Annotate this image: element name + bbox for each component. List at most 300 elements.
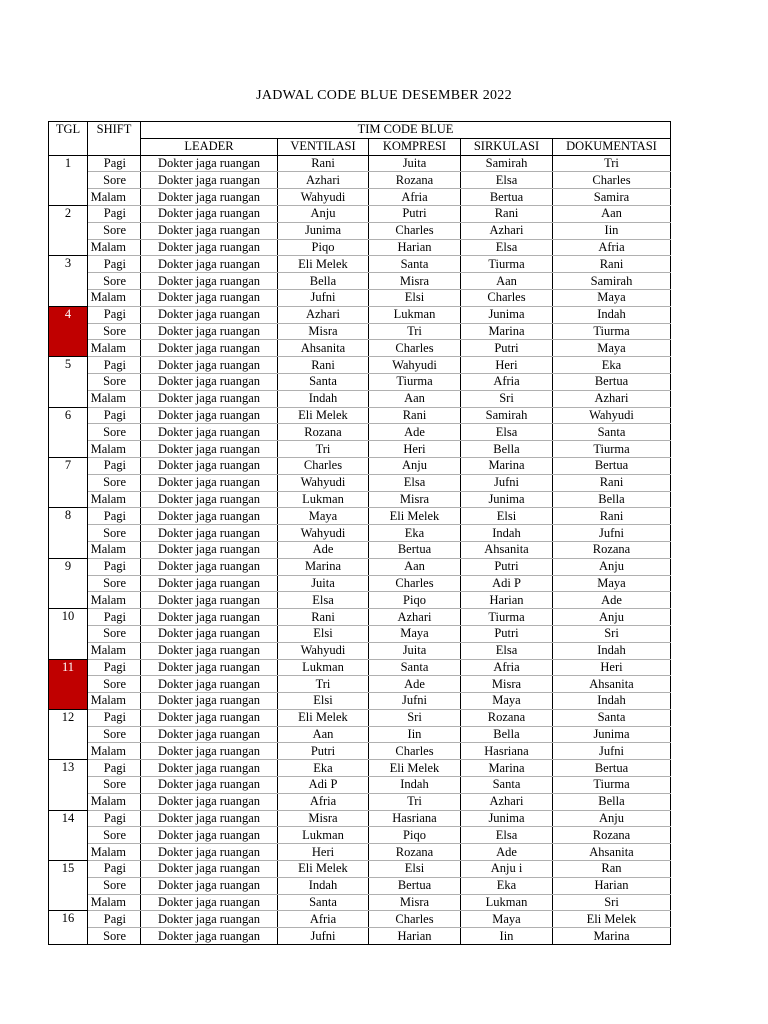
leader-cell: Dokter jaga ruangan: [141, 441, 278, 458]
kompresi-cell: Hasriana: [369, 810, 461, 827]
ventilasi-cell: Heri: [278, 844, 369, 861]
ventilasi-cell: Rani: [278, 609, 369, 626]
kompresi-cell: Santa: [369, 256, 461, 273]
shift-cell: Pagi: [88, 205, 141, 222]
sirkulasi-cell: Jufni: [461, 474, 553, 491]
shift-cell: Sore: [88, 373, 141, 390]
kompresi-cell: Bertua: [369, 877, 461, 894]
kompresi-cell: Rozana: [369, 844, 461, 861]
shift-cell: Pagi: [88, 810, 141, 827]
shift-cell: Sore: [88, 525, 141, 542]
kompresi-cell: Harian: [369, 239, 461, 256]
table-row: [49, 760, 671, 777]
leader-cell: Dokter jaga ruangan: [141, 306, 278, 323]
ventilasi-cell: Eli Melek: [278, 709, 369, 726]
dokumentasi-cell: Bella: [553, 793, 671, 810]
leader-cell: Dokter jaga ruangan: [141, 491, 278, 508]
kompresi-cell: Juita: [369, 642, 461, 659]
leader-cell: Dokter jaga ruangan: [141, 760, 278, 777]
sirkulasi-cell: Eka: [461, 877, 553, 894]
sirkulasi-cell: Santa: [461, 777, 553, 794]
shift-cell: Sore: [88, 877, 141, 894]
date-cell: 3: [49, 256, 88, 306]
shift-cell: Pagi: [88, 659, 141, 676]
table-row: [49, 390, 671, 407]
kompresi-cell: Eka: [369, 525, 461, 542]
leader-cell: Dokter jaga ruangan: [141, 222, 278, 239]
sirkulasi-cell: Charles: [461, 289, 553, 306]
dokumentasi-cell: Sri: [553, 625, 671, 642]
shift-cell: Malam: [88, 390, 141, 407]
date-cell: 8: [49, 508, 88, 558]
dokumentasi-cell: Aan: [553, 205, 671, 222]
ventilasi-cell: Elsa: [278, 592, 369, 609]
shift-cell: Pagi: [88, 709, 141, 726]
shift-cell: Pagi: [88, 760, 141, 777]
shift-cell: Malam: [88, 441, 141, 458]
sirkulasi-cell: Maya: [461, 693, 553, 710]
leader-cell: Dokter jaga ruangan: [141, 525, 278, 542]
table-row: [49, 911, 671, 928]
leader-cell: Dokter jaga ruangan: [141, 474, 278, 491]
sirkulasi-cell: Adi P: [461, 575, 553, 592]
kompresi-cell: Charles: [369, 340, 461, 357]
table-row: [49, 642, 671, 659]
date-cell: 6: [49, 407, 88, 457]
shift-cell: Sore: [88, 474, 141, 491]
kompresi-cell: Misra: [369, 273, 461, 290]
table-row: [49, 424, 671, 441]
kompresi-cell: Wahyudi: [369, 357, 461, 374]
sirkulasi-cell: Iin: [461, 928, 553, 945]
dokumentasi-cell: Indah: [553, 642, 671, 659]
shift-cell: Malam: [88, 844, 141, 861]
dokumentasi-cell: Jufni: [553, 525, 671, 542]
ventilasi-cell: Indah: [278, 877, 369, 894]
dokumentasi-cell: Junima: [553, 726, 671, 743]
sirkulasi-cell: Indah: [461, 525, 553, 542]
ventilasi-cell: Rani: [278, 155, 369, 172]
dokumentasi-cell: Maya: [553, 289, 671, 306]
ventilasi-cell: Maya: [278, 508, 369, 525]
ventilasi-cell: Elsi: [278, 693, 369, 710]
ventilasi-cell: Misra: [278, 810, 369, 827]
kompresi-cell: Piqo: [369, 592, 461, 609]
dokumentasi-cell: Anju: [553, 558, 671, 575]
table-row: [49, 877, 671, 894]
table-row: [49, 525, 671, 542]
ventilasi-cell: Ahsanita: [278, 340, 369, 357]
sirkulasi-cell: Marina: [461, 760, 553, 777]
table-row: [49, 474, 671, 491]
sirkulasi-cell: Afria: [461, 659, 553, 676]
kompresi-cell: Charles: [369, 743, 461, 760]
leader-cell: Dokter jaga ruangan: [141, 373, 278, 390]
leader-cell: Dokter jaga ruangan: [141, 592, 278, 609]
kompresi-cell: Maya: [369, 625, 461, 642]
kompresi-cell: Lukman: [369, 306, 461, 323]
leader-cell: Dokter jaga ruangan: [141, 625, 278, 642]
ventilasi-cell: Ade: [278, 541, 369, 558]
dokumentasi-cell: Charles: [553, 172, 671, 189]
table-row: [49, 508, 671, 525]
shift-cell: Pagi: [88, 861, 141, 878]
kompresi-cell: Elsa: [369, 474, 461, 491]
dokumentasi-cell: Bella: [553, 491, 671, 508]
dokumentasi-cell: Ade: [553, 592, 671, 609]
leader-cell: Dokter jaga ruangan: [141, 928, 278, 945]
ventilasi-cell: Wahyudi: [278, 189, 369, 206]
header-ventilasi: VENTILASI: [278, 138, 369, 155]
shift-cell: Sore: [88, 323, 141, 340]
date-cell: 15: [49, 861, 88, 911]
table-row: [49, 457, 671, 474]
kompresi-cell: Charles: [369, 222, 461, 239]
dokumentasi-cell: Anju: [553, 810, 671, 827]
dokumentasi-cell: Wahyudi: [553, 407, 671, 424]
shift-cell: Pagi: [88, 306, 141, 323]
table-row: [49, 844, 671, 861]
schedule-table: [48, 121, 671, 945]
dokumentasi-cell: Santa: [553, 709, 671, 726]
leader-cell: Dokter jaga ruangan: [141, 743, 278, 760]
kompresi-cell: Indah: [369, 777, 461, 794]
leader-cell: Dokter jaga ruangan: [141, 541, 278, 558]
sirkulasi-cell: Junima: [461, 491, 553, 508]
sirkulasi-cell: Ahsanita: [461, 541, 553, 558]
kompresi-cell: Charles: [369, 911, 461, 928]
sirkulasi-cell: Lukman: [461, 894, 553, 911]
leader-cell: Dokter jaga ruangan: [141, 189, 278, 206]
ventilasi-cell: Afria: [278, 911, 369, 928]
table-row: [49, 256, 671, 273]
sirkulasi-cell: Azhari: [461, 793, 553, 810]
ventilasi-cell: Azhari: [278, 306, 369, 323]
shift-cell: Sore: [88, 777, 141, 794]
table-row: [49, 273, 671, 290]
date-cell: 1: [49, 155, 88, 205]
table-row: [49, 491, 671, 508]
shift-cell: Pagi: [88, 508, 141, 525]
kompresi-cell: Afria: [369, 189, 461, 206]
dokumentasi-cell: Heri: [553, 659, 671, 676]
shift-cell: Pagi: [88, 407, 141, 424]
dokumentasi-cell: Bertua: [553, 457, 671, 474]
date-cell: 9: [49, 558, 88, 608]
shift-cell: Malam: [88, 541, 141, 558]
ventilasi-cell: Wahyudi: [278, 525, 369, 542]
leader-cell: Dokter jaga ruangan: [141, 390, 278, 407]
ventilasi-cell: Junima: [278, 222, 369, 239]
table-row: [49, 575, 671, 592]
ventilasi-cell: Jufni: [278, 289, 369, 306]
shift-cell: Pagi: [88, 155, 141, 172]
sirkulasi-cell: Bella: [461, 441, 553, 458]
table-row: [49, 340, 671, 357]
table-row: [49, 810, 671, 827]
sirkulasi-cell: Junima: [461, 306, 553, 323]
dokumentasi-cell: Rozana: [553, 541, 671, 558]
dokumentasi-cell: Indah: [553, 693, 671, 710]
leader-cell: Dokter jaga ruangan: [141, 693, 278, 710]
ventilasi-cell: Wahyudi: [278, 642, 369, 659]
leader-cell: Dokter jaga ruangan: [141, 709, 278, 726]
kompresi-cell: Charles: [369, 575, 461, 592]
leader-cell: Dokter jaga ruangan: [141, 256, 278, 273]
leader-cell: Dokter jaga ruangan: [141, 877, 278, 894]
leader-cell: Dokter jaga ruangan: [141, 424, 278, 441]
sirkulasi-cell: Rozana: [461, 709, 553, 726]
kompresi-cell: Jufni: [369, 693, 461, 710]
date-cell: 2: [49, 205, 88, 255]
table-row: [49, 676, 671, 693]
leader-cell: Dokter jaga ruangan: [141, 827, 278, 844]
kompresi-cell: Sri: [369, 709, 461, 726]
sirkulasi-cell: Putri: [461, 625, 553, 642]
table-row: [49, 222, 671, 239]
shift-cell: Malam: [88, 693, 141, 710]
ventilasi-cell: Rozana: [278, 424, 369, 441]
table-row: [49, 709, 671, 726]
ventilasi-cell: Bella: [278, 273, 369, 290]
leader-cell: Dokter jaga ruangan: [141, 155, 278, 172]
dokumentasi-cell: Bertua: [553, 373, 671, 390]
date-cell: 12: [49, 709, 88, 759]
dokumentasi-cell: Azhari: [553, 390, 671, 407]
leader-cell: Dokter jaga ruangan: [141, 508, 278, 525]
kompresi-cell: Eli Melek: [369, 760, 461, 777]
leader-cell: Dokter jaga ruangan: [141, 289, 278, 306]
kompresi-cell: Rozana: [369, 172, 461, 189]
date-cell: 10: [49, 609, 88, 659]
shift-cell: Malam: [88, 491, 141, 508]
shift-cell: Pagi: [88, 256, 141, 273]
header-tgl: TGL: [49, 122, 88, 156]
leader-cell: Dokter jaga ruangan: [141, 810, 278, 827]
date-cell: 14: [49, 810, 88, 860]
sirkulasi-cell: Elsa: [461, 239, 553, 256]
leader-cell: Dokter jaga ruangan: [141, 861, 278, 878]
sirkulasi-cell: Aan: [461, 273, 553, 290]
kompresi-cell: Tri: [369, 793, 461, 810]
header-dokumentasi: DOKUMENTASI: [553, 138, 671, 155]
table-row: [49, 239, 671, 256]
ventilasi-cell: Eka: [278, 760, 369, 777]
ventilasi-cell: Eli Melek: [278, 407, 369, 424]
shift-cell: Sore: [88, 928, 141, 945]
kompresi-cell: Misra: [369, 894, 461, 911]
leader-cell: Dokter jaga ruangan: [141, 205, 278, 222]
leader-cell: Dokter jaga ruangan: [141, 457, 278, 474]
dokumentasi-cell: Harian: [553, 877, 671, 894]
dokumentasi-cell: Santa: [553, 424, 671, 441]
sirkulasi-cell: Maya: [461, 911, 553, 928]
shift-cell: Pagi: [88, 911, 141, 928]
table-row: [49, 289, 671, 306]
sirkulasi-cell: Elsa: [461, 172, 553, 189]
table-row: [49, 861, 671, 878]
shift-cell: Pagi: [88, 609, 141, 626]
table-row: [49, 777, 671, 794]
table-row: [49, 357, 671, 374]
kompresi-cell: Juita: [369, 155, 461, 172]
table-row: [49, 693, 671, 710]
leader-cell: Dokter jaga ruangan: [141, 323, 278, 340]
shift-cell: Pagi: [88, 457, 141, 474]
table-row: [49, 172, 671, 189]
kompresi-cell: Tri: [369, 323, 461, 340]
ventilasi-cell: Adi P: [278, 777, 369, 794]
ventilasi-cell: Aan: [278, 726, 369, 743]
kompresi-cell: Bertua: [369, 541, 461, 558]
dokumentasi-cell: Rani: [553, 474, 671, 491]
shift-cell: Sore: [88, 676, 141, 693]
dokumentasi-cell: Maya: [553, 575, 671, 592]
sirkulasi-cell: Marina: [461, 457, 553, 474]
dokumentasi-cell: Ahsanita: [553, 676, 671, 693]
date-cell: 4: [49, 306, 88, 356]
table-row: [49, 827, 671, 844]
table-row: [49, 407, 671, 424]
leader-cell: Dokter jaga ruangan: [141, 575, 278, 592]
dokumentasi-cell: Eli Melek: [553, 911, 671, 928]
dokumentasi-cell: Ran: [553, 861, 671, 878]
dokumentasi-cell: Tri: [553, 155, 671, 172]
date-cell: 16: [49, 911, 88, 945]
leader-cell: Dokter jaga ruangan: [141, 726, 278, 743]
leader-cell: Dokter jaga ruangan: [141, 659, 278, 676]
ventilasi-cell: Eli Melek: [278, 861, 369, 878]
shift-cell: Malam: [88, 592, 141, 609]
leader-cell: Dokter jaga ruangan: [141, 894, 278, 911]
dokumentasi-cell: Iin: [553, 222, 671, 239]
ventilasi-cell: Afria: [278, 793, 369, 810]
dokumentasi-cell: Maya: [553, 340, 671, 357]
kompresi-cell: Anju: [369, 457, 461, 474]
kompresi-cell: Putri: [369, 205, 461, 222]
table-row: [49, 592, 671, 609]
kompresi-cell: Santa: [369, 659, 461, 676]
sirkulasi-cell: Samirah: [461, 155, 553, 172]
shift-cell: Malam: [88, 743, 141, 760]
table-row: [49, 793, 671, 810]
leader-cell: Dokter jaga ruangan: [141, 558, 278, 575]
dokumentasi-cell: Jufni: [553, 743, 671, 760]
sirkulasi-cell: Heri: [461, 357, 553, 374]
ventilasi-cell: Eli Melek: [278, 256, 369, 273]
shift-cell: Pagi: [88, 558, 141, 575]
ventilasi-cell: Lukman: [278, 659, 369, 676]
sirkulasi-cell: Hasriana: [461, 743, 553, 760]
sirkulasi-cell: Bertua: [461, 189, 553, 206]
shift-cell: Malam: [88, 642, 141, 659]
dokumentasi-cell: Rozana: [553, 827, 671, 844]
shift-cell: Malam: [88, 239, 141, 256]
ventilasi-cell: Elsi: [278, 625, 369, 642]
kompresi-cell: Misra: [369, 491, 461, 508]
dokumentasi-cell: Rani: [553, 256, 671, 273]
sirkulasi-cell: Elsa: [461, 827, 553, 844]
sirkulasi-cell: Sri: [461, 390, 553, 407]
shift-cell: Sore: [88, 222, 141, 239]
ventilasi-cell: Putri: [278, 743, 369, 760]
sirkulasi-cell: Tiurma: [461, 256, 553, 273]
ventilasi-cell: Piqo: [278, 239, 369, 256]
ventilasi-cell: Anju: [278, 205, 369, 222]
shift-cell: Sore: [88, 424, 141, 441]
table-row: [49, 609, 671, 626]
dokumentasi-cell: Tiurma: [553, 777, 671, 794]
leader-cell: Dokter jaga ruangan: [141, 357, 278, 374]
header-sirkulasi: SIRKULASI: [461, 138, 553, 155]
shift-cell: Sore: [88, 172, 141, 189]
table-row: [49, 558, 671, 575]
kompresi-cell: Ade: [369, 676, 461, 693]
shift-cell: Malam: [88, 894, 141, 911]
dokumentasi-cell: Tiurma: [553, 323, 671, 340]
shift-cell: Pagi: [88, 357, 141, 374]
ventilasi-cell: Juita: [278, 575, 369, 592]
sirkulasi-cell: Ade: [461, 844, 553, 861]
dokumentasi-cell: Anju: [553, 609, 671, 626]
ventilasi-cell: Lukman: [278, 827, 369, 844]
ventilasi-cell: Charles: [278, 457, 369, 474]
kompresi-cell: Aan: [369, 558, 461, 575]
shift-cell: Sore: [88, 575, 141, 592]
sirkulasi-cell: Elsa: [461, 424, 553, 441]
kompresi-cell: Tiurma: [369, 373, 461, 390]
table-row: [49, 928, 671, 945]
table-row: [49, 155, 671, 172]
dokumentasi-cell: Samira: [553, 189, 671, 206]
sirkulasi-cell: Misra: [461, 676, 553, 693]
leader-cell: Dokter jaga ruangan: [141, 911, 278, 928]
dokumentasi-cell: Eka: [553, 357, 671, 374]
ventilasi-cell: Santa: [278, 894, 369, 911]
header-leader: LEADER: [141, 138, 278, 155]
leader-cell: Dokter jaga ruangan: [141, 239, 278, 256]
table-row: [49, 306, 671, 323]
table-row: [49, 743, 671, 760]
ventilasi-cell: Rani: [278, 357, 369, 374]
sirkulasi-cell: Samirah: [461, 407, 553, 424]
date-cell: 13: [49, 760, 88, 810]
sirkulasi-cell: Harian: [461, 592, 553, 609]
date-cell: 5: [49, 357, 88, 407]
dokumentasi-cell: Samirah: [553, 273, 671, 290]
leader-cell: Dokter jaga ruangan: [141, 609, 278, 626]
kompresi-cell: Elsi: [369, 289, 461, 306]
sirkulasi-cell: Marina: [461, 323, 553, 340]
shift-cell: Sore: [88, 827, 141, 844]
kompresi-cell: Elsi: [369, 861, 461, 878]
dokumentasi-cell: Marina: [553, 928, 671, 945]
kompresi-cell: Piqo: [369, 827, 461, 844]
ventilasi-cell: Marina: [278, 558, 369, 575]
ventilasi-cell: Santa: [278, 373, 369, 390]
table-row: [49, 659, 671, 676]
leader-cell: Dokter jaga ruangan: [141, 793, 278, 810]
dokumentasi-cell: Rani: [553, 508, 671, 525]
schedule-body: [49, 122, 671, 945]
ventilasi-cell: Misra: [278, 323, 369, 340]
ventilasi-cell: Jufni: [278, 928, 369, 945]
kompresi-cell: Harian: [369, 928, 461, 945]
ventilasi-cell: Lukman: [278, 491, 369, 508]
dokumentasi-cell: Indah: [553, 306, 671, 323]
table-row: [49, 541, 671, 558]
shift-cell: Malam: [88, 793, 141, 810]
